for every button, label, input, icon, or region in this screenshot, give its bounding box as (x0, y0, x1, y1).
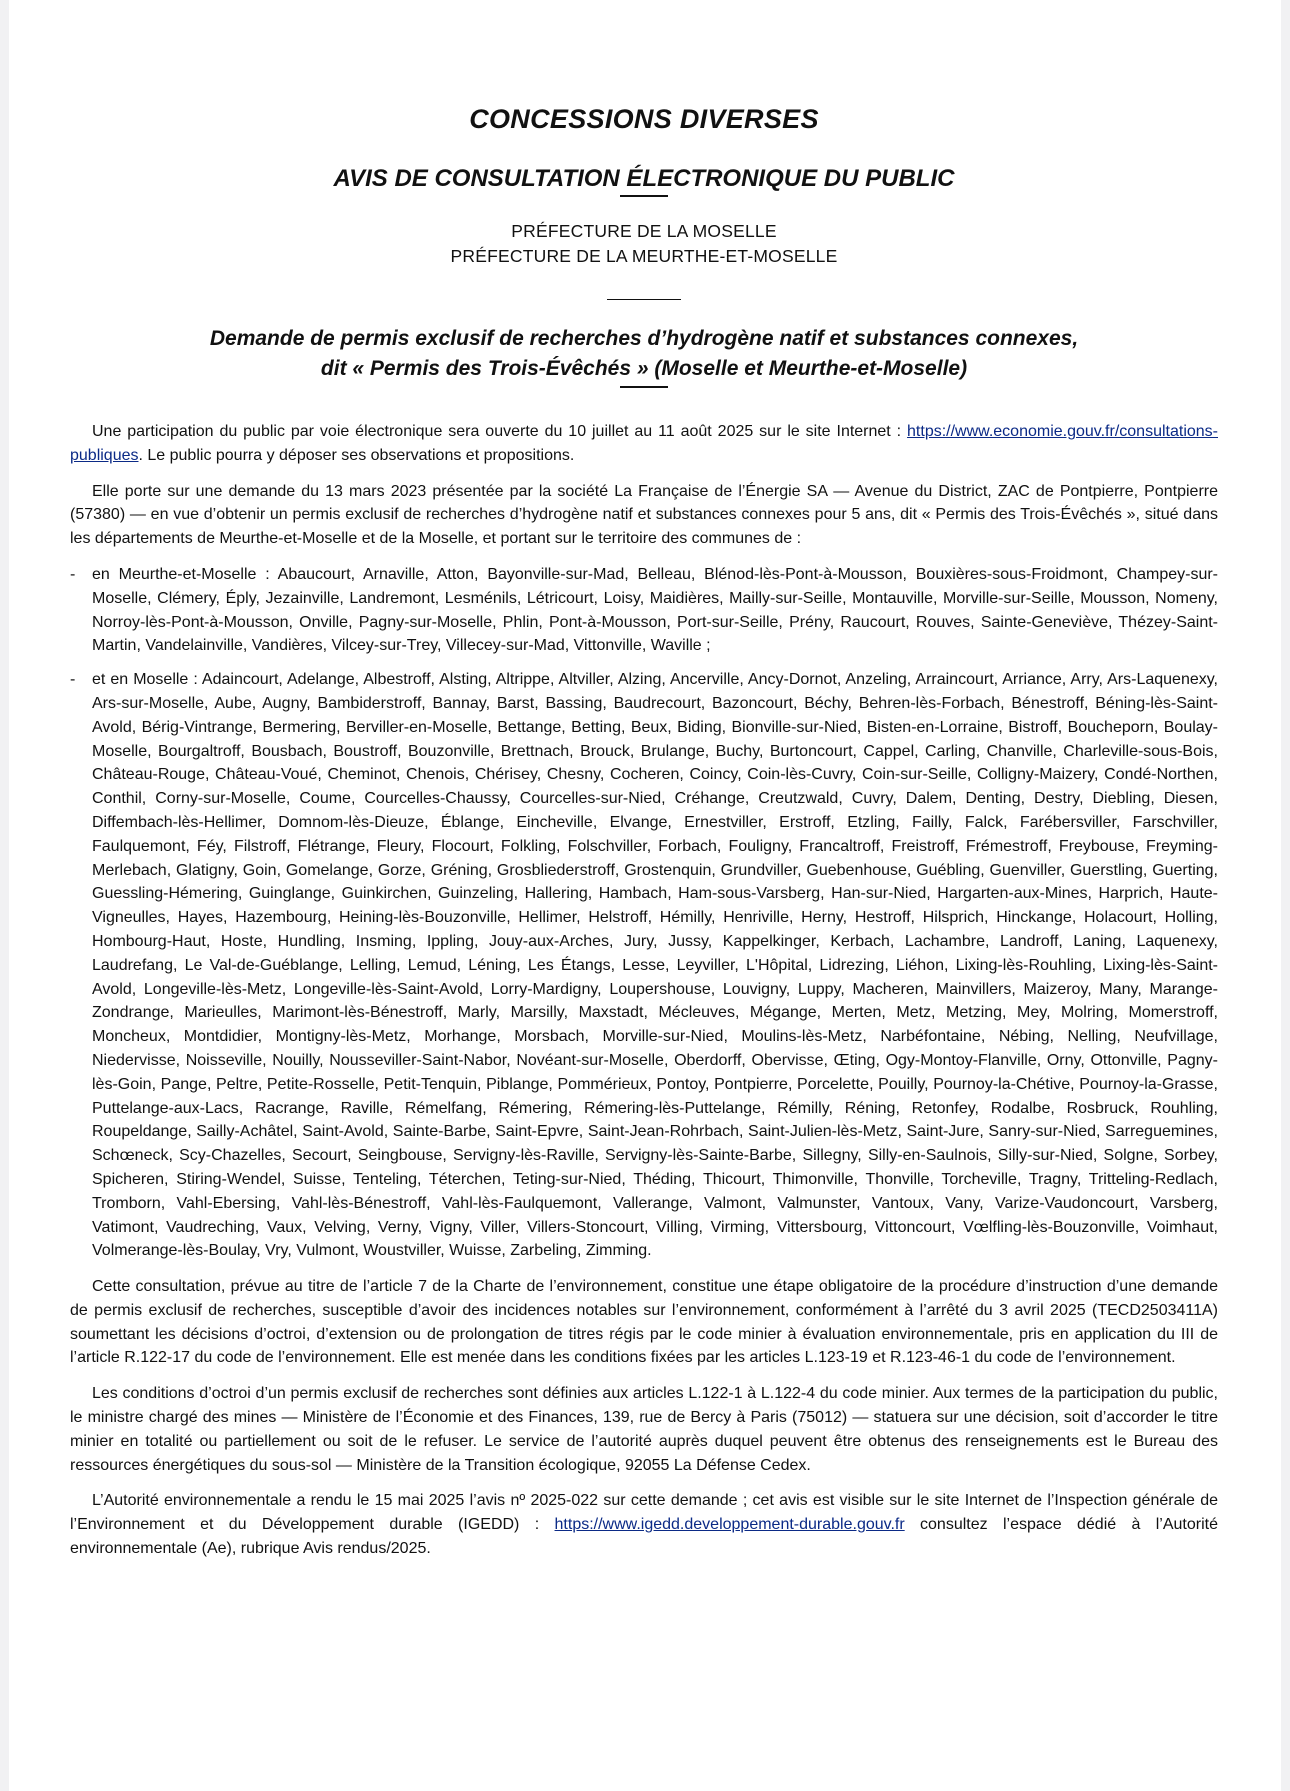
communes-text: et en Moselle : Adaincourt, Adelange, Albestroff, Alsting, Altrippe, Altviller, Alzing, Ancerville, Ancy-Dornot, Anzeling, Arraincourt, Arriance, Arry, Ars-Laquenexy, Ars-sur-Moselle, Aube, Augny, Bambiderstroff, Bannay, Barst, Bassing, Baudrecourt, Bazoncourt, Béchy, Behren-lès-Forbach, Bénestroff, Béning-lès-Saint-Avold, Bérig-Vintrange, Bermering, Berviller-en-Moselle, Bettange, Betting, Beux, Biding, Bionville-sur-Nied, Bisten-en-Lorraine, Bistroff, Boucheporn, Boulay-Moselle, Bourgaltroff, Bousbach, Boustroff, Bouzonville, Brettnach, Brouck, Brulange, Buchy, Burtoncourt, Cappel, Carling, Chanville, Charleville-sous-Bois, Château-Rouge, Château-Voué, Cheminot, Chenois, Chérisey, Chesny, Cocheren, Coincy, Coin-lès-Cuvry, Coin-sur-Seille, Colligny-Maizery, Condé-Northen, Conthil, Corny-sur-Moselle, Coume, Courcelles-Chaussy, Courcelles-sur-Nied, Créhange, Creutzwald, Cuvry, Dalem, Denting, Destry, Diebling, Diesen, Diffembach-lès-Hellimer, Domnom-lès-Dieuze, Éblange, Eincheville, Elvange, Ernestviller, Erstroff, Etzling, Failly, Falck, Farébersviller, Farschviller, Faulquemont, Féy, Filstroff, Flétrange, Fleury, Flocourt, Folkling, Folschviller, Forbach, Fouligny, Francaltroff, Freistroff, Frémestroff, Freybouse, Freyming-Merlebach, Glatigny, Goin, Gomelange, Gorze, Gréning, Grosbliederstroff, Grostenquin, Grundviller, Guebenhouse, Guébling, Guenviller, Guerstling, Guerting, Guessling-Hémering, Guinglange, Guinkirchen, Guinzeling, Hallering, Hambach, Ham-sous-Varsberg, Han-sur-Nied, Hargarten-aux-Mines, Harprich, Haute-Vigneulles, Hayes, Hazembourg, Heining-lès-Bouzonville, Hellimer, Helstroff, Hémilly, Henriville, Herny, Hestroff, Hilsprich, Hinckange, Holacourt, Holling, Hombourg-Haut, Hoste, Hundling, Insming, Ippling, Jouy-aux-Arches, Jury, Jussy, Kappelkinger, Kerbach, Lachambre, Landroff, Laning, Laquenexy, Laudrefang, Le Val-de-Guéblange, Lelling, Lemud, Léning, Les Étangs, Lesse, Leyviller, L'Hôpital, Lidrezing, Liéhon, Lixing-lès-Rouhling, Lixing-lès-Saint-Avold, Longeville-lès-Metz, Longeville-lès-Saint-Avold, Lorry-Mardigny, Loupershouse, Louvigny, Luppy, Macheren, Mainvillers, Maizeroy, Many, Marange-Zondrange, Marieulles, Marimont-lès-Bénestroff, Marly, Marsilly, Maxstadt, Mécleuves, Mégange, Merten, Metz, Metzing, Mey, Molring, Momerstroff, Moncheux, Montdidier, Montigny-lès-Metz, Morhange, Morsbach, Morville-sur-Nied, Moulins-lès-Metz, Narbéfontaine, Nébing, Nelling, Neufvillage, Niedervisse, Noisseville, Nouilly, Nousseviller-Saint-Nabor, Novéant-sur-Moselle, Oberdorff, Obervisse, Œting, Ogy-Montoy-Flanville, Orny, Ottonville, Pagny-lès-Goin, Pange, Peltre, Petite-Rosselle, Petit-Tenquin, Piblange, Pommérieux, Pontoy, Pontpierre, Porcelette, Pouilly, Pournoy-la-Chétive, Pournoy-la-Grasse, Puttelange-aux-Lacs, Racrange, Raville, Rémelfang, Rémering, Rémering-lès-Puttelange, Rémilly, Réning, Retonfey, Rodalbe, Rosbruck, Rouhling, Roupeldange, Sailly-Achâtel, Saint-Avold, Sainte-Barbe, Saint-Epvre, Saint-Jean-Rohrbach, Saint-Julien-lès-Metz, Saint-Jure, Sanry-sur-Nied, Sarreguemines, Schœneck, Scy-Chazelles, Secourt, Seingbouse, Servigny-lès-Raville, Servigny-lès-Sainte-Barbe, Sillegny, Silly-en-Saulnois, Silly-sur-Nied, Solgne, Sorbey, Spicheren, Stiring-Wendel, Suisse, Tenteling, Téterchen, Teting-sur-Nied, Théding, Thicourt, Thimonville, Thonville, Torcheville, Tragny, Tritteling-Redlach, Tromborn, Vahl-Ebersing, Vahl-lès-Bénestroff, Vahl-lès-Faulquemont, Vallerange, Valmont, Valmunster, Vantoux, Vany, Varize-Vaudoncourt, Varsberg, Vatimont, Vaudreching, Vaux, Velving, Verny, Vigny, Viller, Villers-Stoncourt, Villing, Virming, Vittersbourg, Vittoncourt, Vœlfling-lès-Bouzonville, Voimhaut, Volmerange-lès-Boulay, Vry, Vulmont, Woustviller, Wuisse, Zarbeling, Zimming. (92, 671, 1218, 1260)
subject-heading (70, 324, 1218, 384)
prefecture-divider (607, 299, 681, 300)
intro-text: Une participation du public par voie électronique sera ouverte du 10 juillet au 11 août 2025 sur le site Internet : (92, 423, 908, 440)
communes-list (70, 563, 1218, 1263)
consultation-paragraph: Cette consultation, prévue au titre de l’article 7 de la Charte de l’environnement, constitue une étape obligatoire de la procédure d’instruction d’une demande de permis exclusif de recherches, susceptible d’avoir des incidences notables sur l’environnement, conformément à l’arrêté du 3 avril 2025 (TECD2503411A) soumettant les décisions d’octroi, d’extension ou de prolongation de titres régis par le code minier à évaluation environnementale, pris en application du III de l’article R.122-17 du code de l’environnement. Elle est menée dans les conditions fixées par les articles L.123-19 et R.123-46-1 du code de l’environnement. (70, 1278, 1218, 1367)
conditions-paragraph: Les conditions d’octroi d’un permis exclusif de recherches sont définies aux articles L.122-1 à L.122-4 du code minier. Aux termes de la participation du public, le ministre chargé des mines — Ministère de l’Économie et des Finances, 139, rue de Bercy à Paris (75012) — statuera sur une décision, soit d’accorder le titre minier en totalité ou partiellement ou soit de le refuser. Le service de l’autorité auprès duquel peuvent être obtenus des renseignements est le Bureau des ressources énergétiques du sous-sol — Ministère de la Transition écologique, 92055 La Défense Cedex. (70, 1385, 1218, 1474)
notice-body (70, 420, 1218, 1561)
authority-after-text: consultez l’espace dédié à l’Autorité environnementale (Ae), rubrique Avis rendus/2025. (70, 1516, 1219, 1558)
consultation-link[interactable]: https://www.economie.gouv.fr/consultations-publiques (70, 423, 1218, 464)
authority-text: L’Autorité environnementale a rendu le 15 mai 2025 l’avis nº 2025-022 sur cette demande ; cet avis est visible sur le site Internet de l’Inspection générale de l’Environnement et du Développement durable (IGEDD) : (70, 1492, 1218, 1534)
document-page (9, 0, 1281, 1791)
authority-paragraph (70, 1489, 1218, 1560)
demand-paragraph: Elle porte sur une demande du 13 mars 2023 présentée par la société La Française de l’Énergie SA — Avenue du District, ZAC de Pontpierre, Pontpierre (57380) — en vue d’obtenir un permis exclusif de recherches d’hydrogène natif et substances connexes pour 5 ans, dit « Permis des Trois-Évêchés », situé dans les départements de Meurthe-et-Moselle et de la Moselle, et portant sur le territoire des communes de : (70, 482, 1218, 548)
subject-line-2: dit « Permis des Trois-Évêchés » (Moselle et Meurthe-et-Moselle) (320, 357, 968, 380)
intro-paragraph (70, 420, 1218, 468)
title-divider (620, 195, 668, 197)
subject-divider (620, 386, 668, 388)
communes-text: en Meurthe-et-Moselle : Abaucourt, Arnaville, Atton, Bayonville-sur-Mad, Belleau, Blénod-lès-Pont-à-Mousson, Bouxières-sous-Froidmont, Champey-sur-Moselle, Clémery, Éply, Jezainville, Landremont, Lesménils, Létricourt, Loisy, Maidières, Mailly-sur-Seille, Montauville, Morville-sur-Seille, Mousson, Nomeny, Norroy-lès-Pont-à-Mousson, Onville, Pagny-sur-Moselle, Phlin, Pont-à-Mousson, Port-sur-Seille, Prény, Raucourt, Rouves, Sainte-Geneviève, Thézey-Saint-Martin, Vandelainville, Vandières, Vilcey-sur-Trey, Villecey-sur-Mad, Vittonville, Waville ; (92, 565, 1218, 655)
document-content (70, 104, 1218, 1573)
communes-moselle (70, 668, 1218, 1263)
igedd-link[interactable]: https://www.igedd.developpement-durable.gouv.fr (554, 1516, 905, 1534)
communes-meurthe-et-moselle (70, 563, 1218, 658)
prefecture-meurthe-et-moselle: PRÉFECTURE DE LA MEURTHE-ET-MOSELLE (450, 246, 838, 266)
prefectures-block (70, 219, 1218, 269)
list-dash: - (70, 565, 76, 583)
subject-line-1: Demande de permis exclusif de recherches d’hydrogène natif et substances connexes, (209, 327, 1079, 350)
list-dash: - (70, 671, 76, 689)
prefecture-moselle: PRÉFECTURE DE LA MOSELLE (511, 221, 777, 241)
intro-after-text: . Le public pourra y déposer ses observations et propositions. (138, 446, 575, 464)
notice-title: AVIS DE CONSULTATION ÉLECTRONIQUE DU PUBLIC (333, 165, 955, 192)
section-title: CONCESSIONS DIVERSES (469, 104, 819, 134)
